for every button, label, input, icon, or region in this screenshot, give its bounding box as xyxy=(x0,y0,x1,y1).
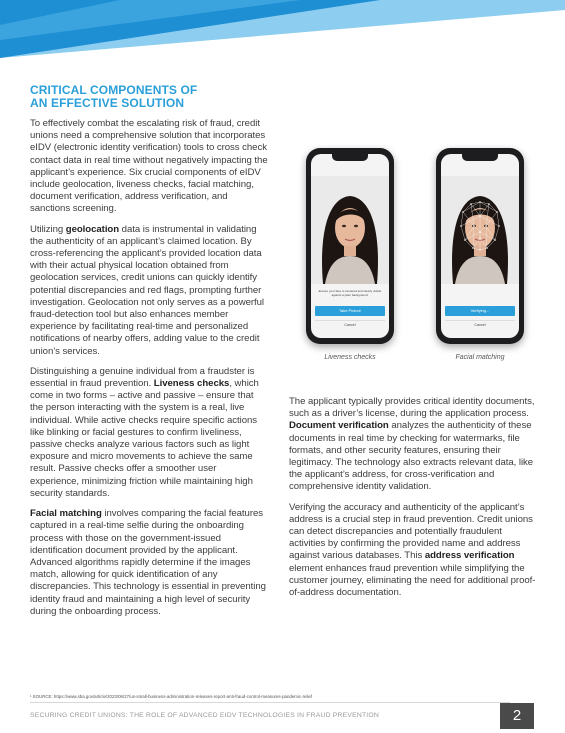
cancel-button[interactable]: Cancel xyxy=(445,320,515,328)
caption-liveness: Liveness checks xyxy=(324,354,376,361)
phone-illustrations xyxy=(300,148,550,378)
left-column xyxy=(30,118,268,626)
heading-line-2: AN EFFECTIVE SOLUTION xyxy=(30,96,185,110)
heading-line-1: CRITICAL COMPONENTS OF xyxy=(30,83,198,97)
liveness-term: Liveness checks xyxy=(153,378,230,390)
take-picture-button[interactable]: Take Picture xyxy=(315,306,385,316)
facial-matching-paragraph: Facial matching involves comparing the facial features captured in a real-time selfie during the onboarding process with those on the government-issued identification document provided by the applicant. Advanced algorithms rapidly determine if the images match, allowing for quick identification of any discrepancies. This technology is essential in preventing identity fraud and maintaining a high level of security during the onboarding process. xyxy=(30,508,266,617)
face-mesh-photo xyxy=(441,176,519,284)
liveness-paragraph: Distinguishing a genuine individual from a fraudster is essential in fraud prevention. Liveness checks, which come in two forms – active and passive – ensure that the person interacting with the system is a real, live individual. While active checks require specific actions like blinking or facial gestures to confirm liveliness, passive checks analyze various factors such as light exposure and micro movements to achieve the same result. Passive checks offer a smoother user experience, minimizing friction while maintaining high security standards. xyxy=(30,365,259,499)
footer-divider xyxy=(30,702,510,703)
document-verification-paragraph: The applicant typically provides critical identity documents, such as a driver’s license, during the application process. Document verification analyzes the authenticity of these documents in real time by checking for watermarks, file formats, and other security features, ensuring their legitimacy. The technology also extracts relevant data, like the applicant’s address, for cross-verification and comprehensive identity validation. xyxy=(289,396,535,493)
phone-screen xyxy=(311,154,389,338)
caption-facial-matching: Facial matching xyxy=(455,354,505,361)
phone-notch xyxy=(332,154,368,161)
phone-facial-matching xyxy=(436,148,524,344)
address-verification-paragraph: Verifying the accuracy and authenticity of the applicant’s address is a crucial step in fraud prevention. Credit unions can detect discrepancies and potentially fraudulent activities by confirming the provided name and address against various databases. This address verification element enhances fraud prevention while simplifying the customer journey, eliminating the need for additional proof-of-address documentation. xyxy=(289,501,536,599)
phone-notch xyxy=(462,154,498,161)
footer-title: SECURING CREDIT UNIONS: THE ROLE OF ADVANCED EIDV TECHNOLOGIES IN FRAUD PREVENTION xyxy=(30,712,379,719)
section-heading xyxy=(30,84,270,110)
top-banner xyxy=(0,0,565,70)
geolocation-paragraph: Utilizing geolocation data is instrumental in validating the authenticity of an applicant’s claimed location. By cross-referencing the applicant’s provided location data with their actual physical location obtained from geolocation services, credit unions can quickly identify potential discrepancies and red flags, prompting further investigation. Geolocation not only serves as a powerful fraud-detection tool but also enhances member experience by facilitating real-time and personalized notifications of nearby offers, adding value to the credit union’s services. xyxy=(30,223,264,357)
right-column xyxy=(289,396,539,607)
instruction-text: Ensure your face is centered and clearly visible against a plain background. xyxy=(318,289,382,297)
source-footnote: ¹ SOURCE: https://www.sba.gov/article/2023/06/27/us-small-business-administration-releases-report-anti-fraud-control-measures-pandemic-relief xyxy=(30,694,313,699)
cancel-button[interactable]: Cancel xyxy=(315,320,385,328)
address-verification-term: address verification xyxy=(424,550,515,562)
phone-screen xyxy=(441,154,519,338)
phone-liveness xyxy=(306,148,394,344)
facial-matching-term: Facial matching xyxy=(30,508,102,520)
intro-paragraph: To effectively combat the escalating risk of fraud, credit unions need a comprehensive solution that incorporates eIDV (electronic identity verification) tools to cross check contact data in real time without negatively impacting the applicant’s experience. Six crucial components of eIDV include geolocation, liveness checks, facial matching, document verification, address verification, and sanctions screening. xyxy=(30,118,268,215)
verifying-button[interactable]: Verifying... xyxy=(445,306,515,316)
selfie-photo xyxy=(311,176,389,284)
geolocation-term: geolocation xyxy=(65,223,120,235)
document-verification-term: Document verification xyxy=(289,420,389,432)
page-number-badge: 2 xyxy=(500,703,534,729)
